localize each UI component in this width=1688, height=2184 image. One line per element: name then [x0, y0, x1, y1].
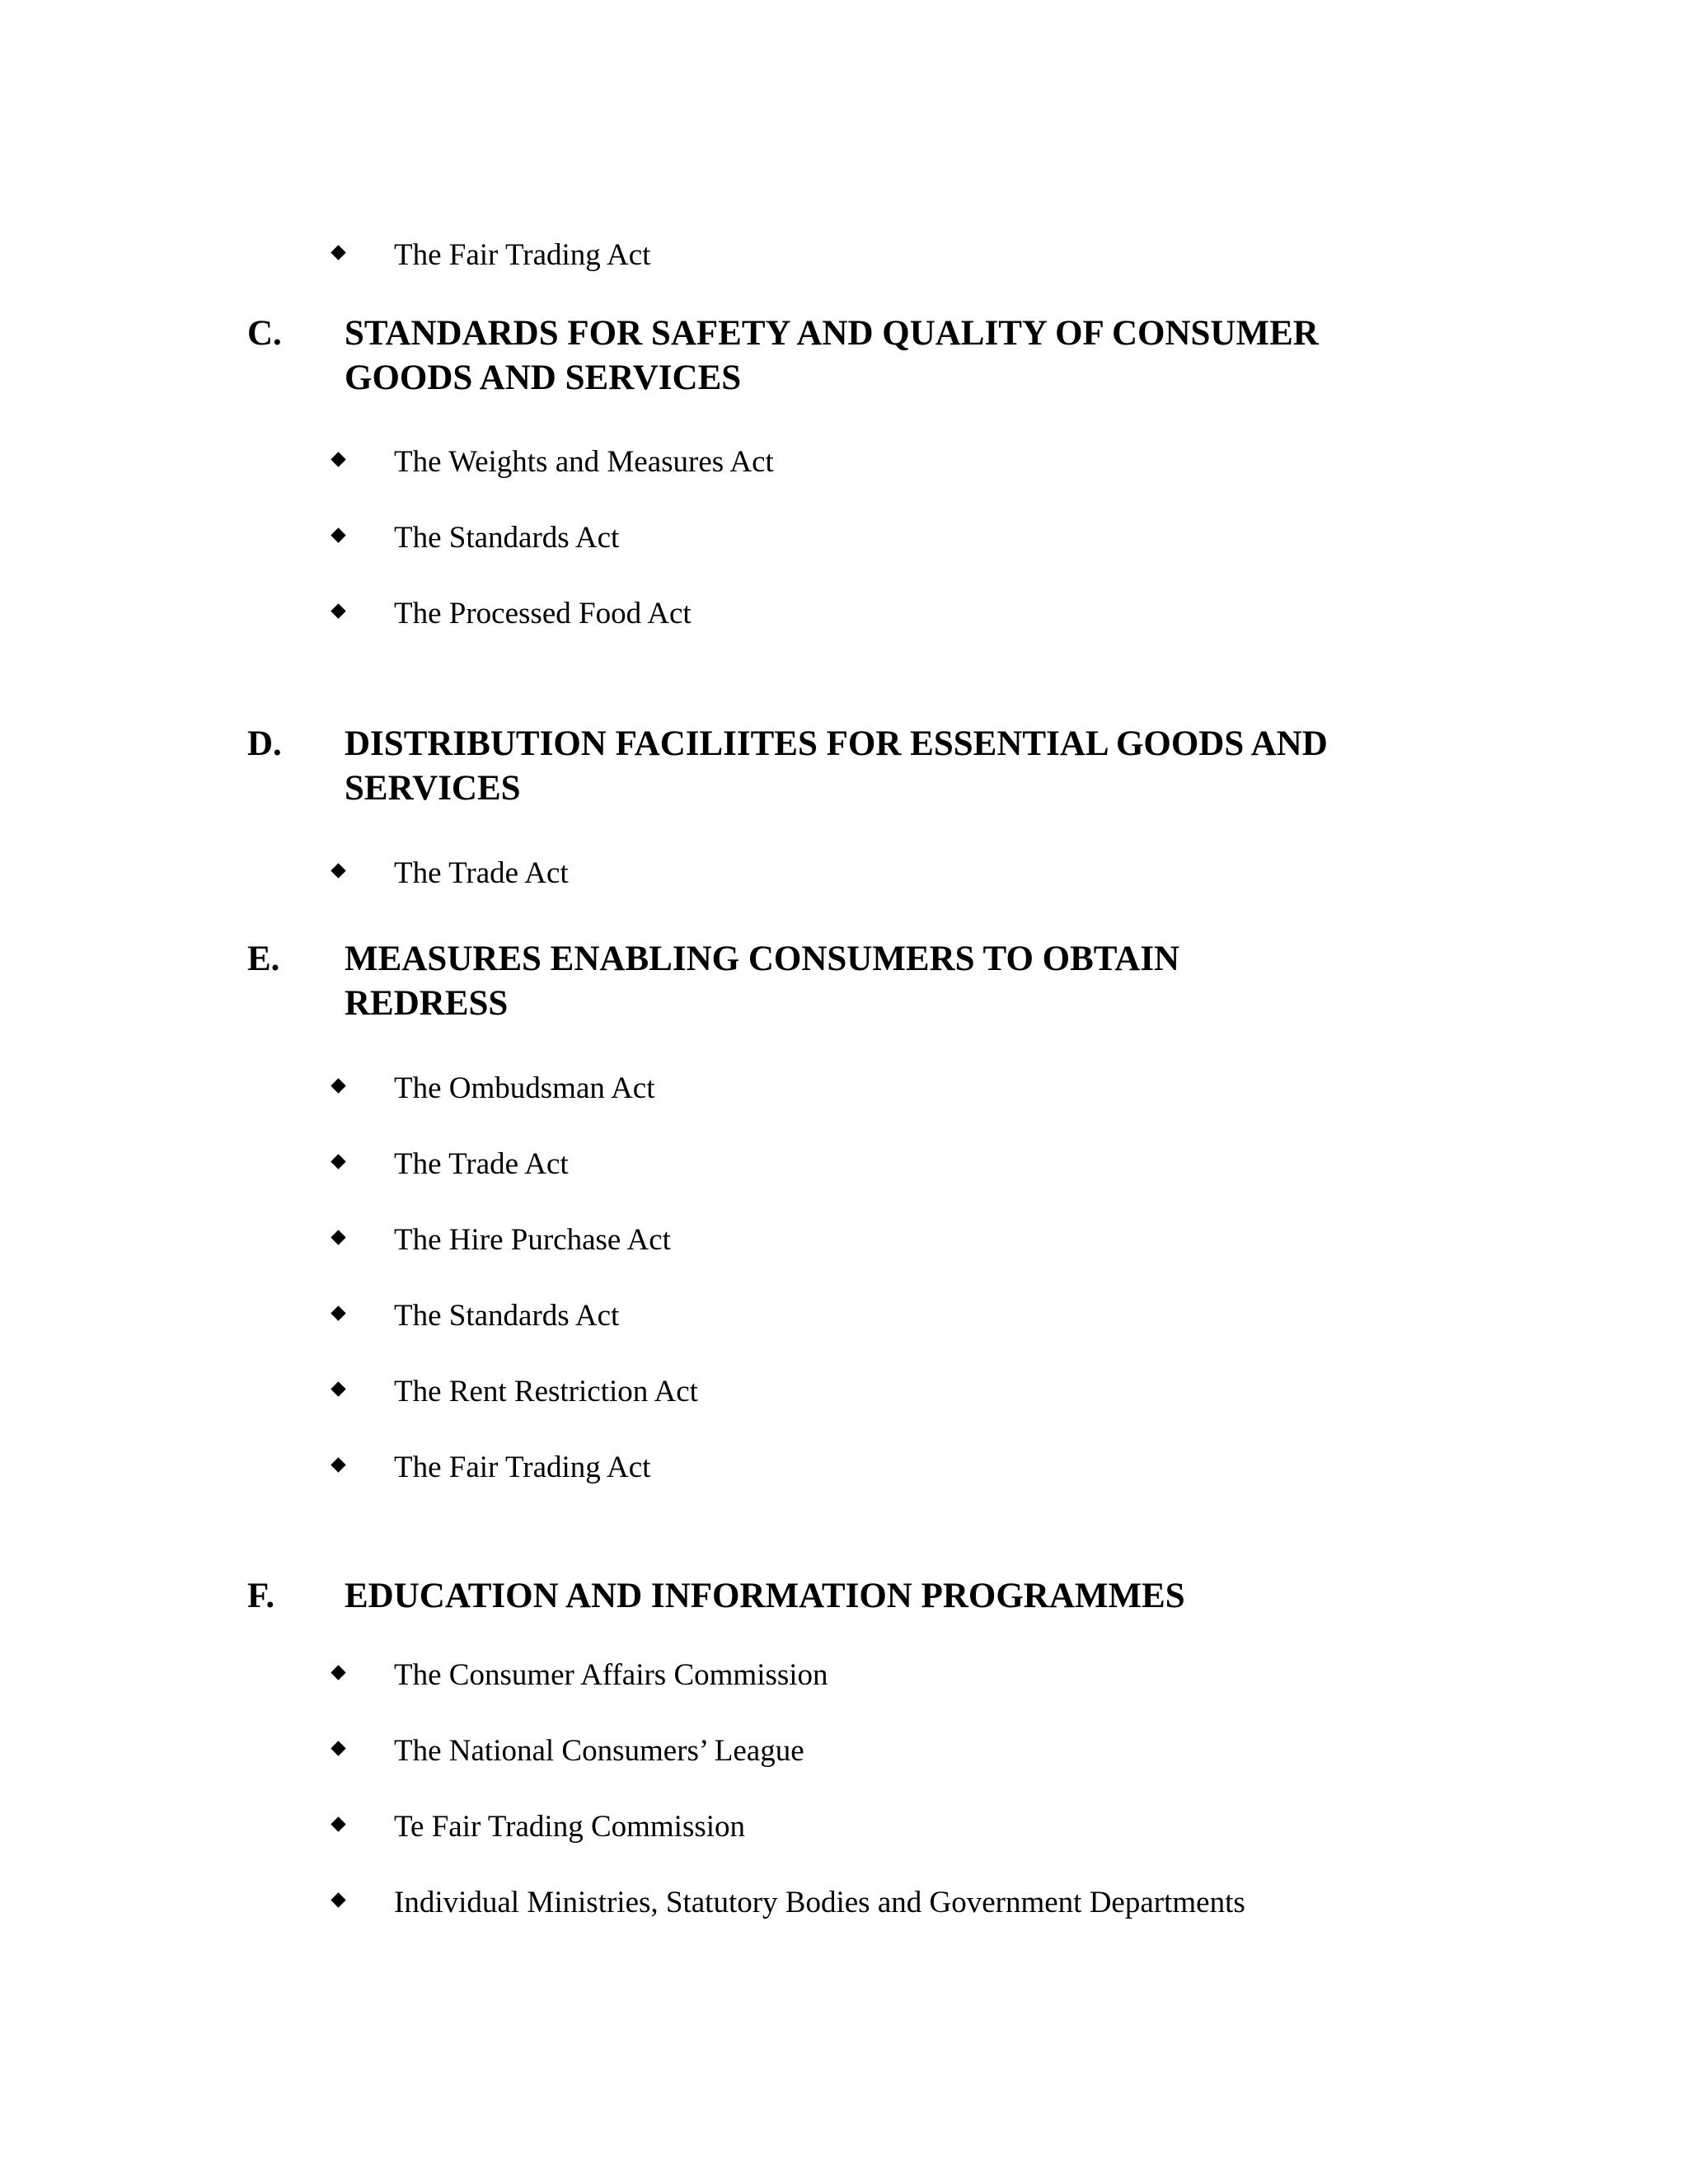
- section-letter: D.: [247, 724, 282, 763]
- diamond-bullet-icon: [331, 1816, 345, 1831]
- section-title: EDUCATION AND INFORMATION PROGRAMMES: [345, 1577, 1185, 1615]
- section-title: MEASURES ENABLING CONSUMERS TO OBTAIN REDRESS: [345, 940, 1180, 1023]
- section-title: DISTRIBUTION FACILIITES FOR ESSENTIAL GOODS AND SERVICES: [345, 724, 1328, 808]
- diamond-bullet-icon: [331, 1892, 345, 1907]
- diamond-bullet-icon: [331, 1078, 345, 1093]
- section-title: STANDARDS FOR SAFETY AND QUALITY OF CONSUMER GOODS AND SERVICES: [345, 314, 1319, 397]
- diamond-bullet-icon: [331, 527, 345, 542]
- diamond-bullet-icon: [331, 452, 345, 466]
- diamond-bullet-icon: [331, 1665, 345, 1680]
- section-letter: C.: [247, 314, 282, 353]
- diamond-bullet-icon: [331, 863, 345, 878]
- diamond-bullet-icon: [331, 1154, 345, 1169]
- diamond-bullet-icon: [331, 245, 345, 260]
- diamond-bullet-icon: [331, 1305, 345, 1320]
- section-letter: E.: [247, 940, 280, 978]
- diamond-bullet-icon: [331, 1457, 345, 1472]
- diamond-bullet-icon: [331, 1381, 345, 1396]
- section-letter: F.: [247, 1577, 275, 1615]
- diamond-bullet-icon: [331, 1230, 345, 1244]
- diamond-bullet-icon: [331, 603, 345, 618]
- diamond-bullet-icon: [331, 1741, 345, 1755]
